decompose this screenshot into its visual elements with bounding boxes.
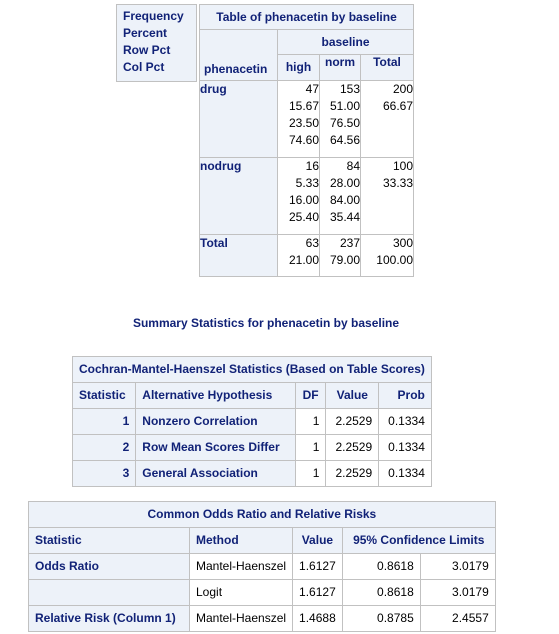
cmh-value: 2.2529 [326, 435, 379, 461]
odds-upper-limit: 2.4557 [420, 606, 495, 632]
cmh-prob: 0.1334 [379, 409, 432, 435]
legend-frequency: Frequency [123, 9, 184, 23]
odds-value: 1.6127 [293, 580, 343, 606]
odds-lower-limit: 0.8618 [342, 554, 420, 580]
odds-method: Mantel-Haenszel [190, 554, 293, 580]
cmh-df: 1 [295, 461, 326, 487]
table-row [29, 606, 496, 632]
cmh-df: 1 [295, 409, 326, 435]
cmh-title: Cochran-Mantel-Haenszel Statistics (Based on Table Scores) [73, 357, 432, 383]
col-header-high: high [278, 55, 320, 81]
odds-header-value: Value [293, 528, 343, 554]
table-row [29, 554, 496, 580]
row-header-nodrug: nodrug [200, 158, 278, 235]
cell-total-high: 63 21.00 [278, 235, 320, 277]
cmh-value: 2.2529 [326, 409, 379, 435]
cmh-header-value: Value [326, 383, 379, 409]
cell-drug-norm: 153 51.00 76.50 64.56 [320, 81, 361, 158]
cell-drug-total: 200 66.67 [361, 81, 414, 158]
odds-header-method: Method [190, 528, 293, 554]
cmh-value: 2.2529 [326, 461, 379, 487]
odds-statistic: Relative Risk (Column 1) [29, 606, 190, 632]
odds-ratio-table [28, 501, 496, 632]
cell-nodrug-high: 16 5.33 16.00 25.40 [278, 158, 320, 235]
col-var-header: baseline [278, 30, 414, 55]
table-row [73, 409, 432, 435]
odds-method: Mantel-Haenszel [190, 606, 293, 632]
row-header-drug: drug [200, 81, 278, 158]
odds-upper-limit: 3.0179 [420, 580, 495, 606]
odds-title: Common Odds Ratio and Relative Risks [29, 502, 496, 528]
cmh-stat-number: 2 [73, 435, 136, 461]
cmh-hypothesis: General Association [136, 461, 295, 487]
cell-total-norm: 237 79.00 [320, 235, 361, 277]
odds-method: Logit [190, 580, 293, 606]
cmh-df: 1 [295, 435, 326, 461]
odds-value: 1.6127 [293, 554, 343, 580]
crosstab-table [199, 4, 414, 277]
cmh-stat-number: 3 [73, 461, 136, 487]
cmh-stat-number: 1 [73, 409, 136, 435]
cmh-prob: 0.1334 [379, 435, 432, 461]
odds-lower-limit: 0.8618 [342, 580, 420, 606]
table-row [29, 580, 496, 606]
table-row [73, 435, 432, 461]
cell-total-total: 300 100.00 [361, 235, 414, 277]
odds-upper-limit: 3.0179 [420, 554, 495, 580]
odds-statistic: Odds Ratio [29, 554, 190, 580]
legend-col-pct: Col Pct [123, 60, 165, 74]
legend-row-pct: Row Pct [123, 43, 171, 57]
cmh-header-hypothesis: Alternative Hypothesis [136, 383, 295, 409]
col-header-total: Total [361, 55, 414, 81]
odds-value: 1.4688 [293, 606, 343, 632]
odds-header-confidence-limits: 95% Confidence Limits [342, 528, 495, 554]
cmh-prob: 0.1334 [379, 461, 432, 487]
cell-nodrug-norm: 84 28.00 84.00 35.44 [320, 158, 361, 235]
cmh-header-df: DF [295, 383, 326, 409]
cmh-header-statistic: Statistic [73, 383, 136, 409]
cell-contents-legend [116, 4, 197, 82]
odds-header-statistic: Statistic [29, 528, 190, 554]
cell-nodrug-total: 100 33.33 [361, 158, 414, 235]
cmh-hypothesis: Nonzero Correlation [136, 409, 295, 435]
odds-statistic [29, 580, 190, 606]
crosstab-title: Table of phenacetin by baseline [200, 5, 414, 30]
table-row [73, 461, 432, 487]
cmh-table [72, 356, 432, 487]
cmh-hypothesis: Row Mean Scores Differ [136, 435, 295, 461]
cmh-header-prob: Prob [379, 383, 432, 409]
cell-drug-high: 47 15.67 23.50 74.60 [278, 81, 320, 158]
row-var-header: phenacetin [200, 30, 278, 81]
row-header-total: Total [200, 235, 278, 277]
legend-percent: Percent [123, 26, 168, 40]
summary-title: Summary Statistics for phenacetin by baseline [132, 316, 400, 330]
col-header-norm: norm [320, 55, 361, 81]
odds-lower-limit: 0.8785 [342, 606, 420, 632]
